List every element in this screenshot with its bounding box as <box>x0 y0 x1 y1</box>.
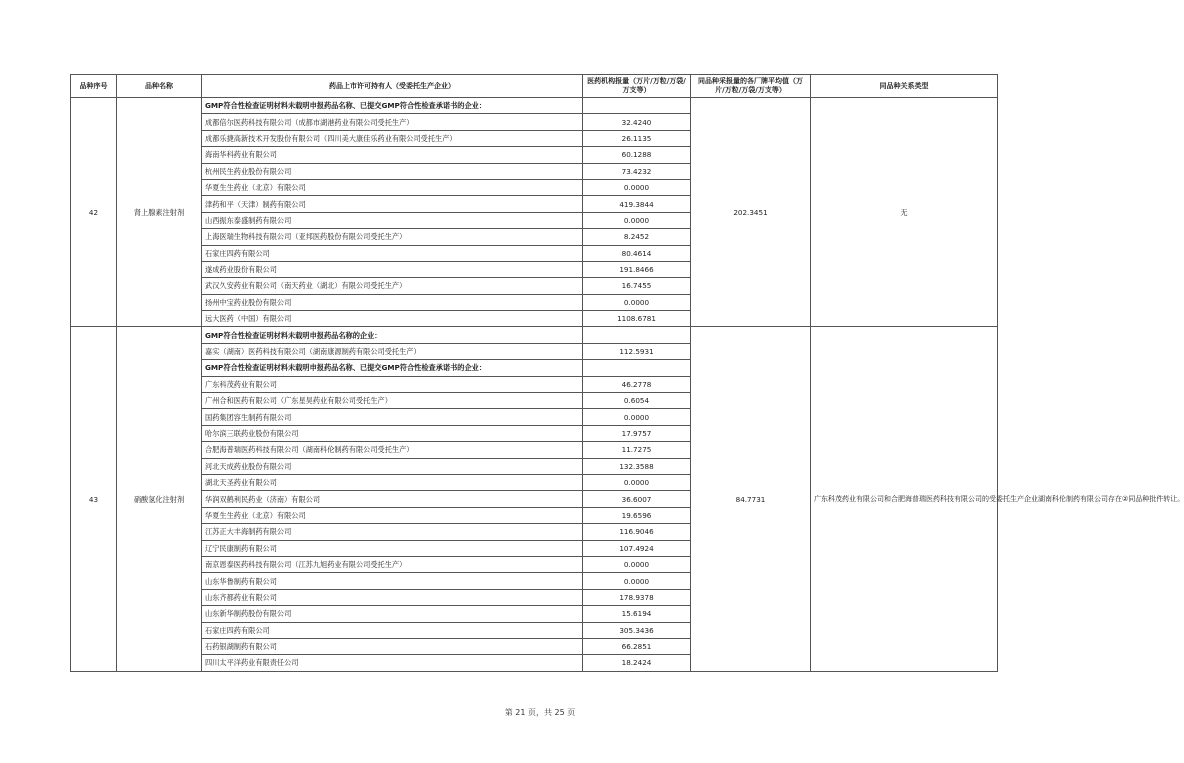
holder-name: 合肥海普瑞医药科技有限公司（湖南科伦制药有限公司受托生产） <box>202 442 583 458</box>
reported-qty: 32.4240 <box>583 114 691 130</box>
holder-name: 石药银湖制药有限公司 <box>202 638 583 654</box>
holder-name: 广州合和医药有限公司（广东星昊药业有限公司受托生产） <box>202 393 583 409</box>
holder-name: 成都倍尔医药科技有限公司（成都市湖港药业有限公司受托生产） <box>202 114 583 130</box>
holder-name: 哈尔滨三联药业股份有限公司 <box>202 425 583 441</box>
holder-name: 武汉久安药业有限公司（南天药业（湖北）有限公司受托生产） <box>202 278 583 294</box>
section-label: GMP符合性检查证明材料未载明申报药品名称的企业： <box>202 327 583 343</box>
holder-name: 上海医瑞生物科技有限公司（亚邦医药股份有限公司受托生产） <box>202 229 583 245</box>
header-holder: 药品上市许可持有人（受委托生产企业） <box>202 75 583 98</box>
holder-name: 海南华科药业有限公司 <box>202 147 583 163</box>
holder-name: 湖北天圣药业有限公司 <box>202 474 583 490</box>
holder-name: 山东华鲁制药有限公司 <box>202 573 583 589</box>
reported-qty: 0.0000 <box>583 409 691 425</box>
reported-qty: 0.0000 <box>583 212 691 228</box>
reported-qty: 0.0000 <box>583 474 691 490</box>
holder-name: 四川太平洋药业有限责任公司 <box>202 655 583 671</box>
holder-name: 华润双鹤利民药业（济南）有限公司 <box>202 491 583 507</box>
reported-qty: 0.0000 <box>583 573 691 589</box>
reported-qty: 60.1288 <box>583 147 691 163</box>
section-label: GMP符合性检查证明材料未载明申报药品名称、已提交GMP符合性检查承诺书的企业： <box>202 360 583 376</box>
holder-name: 遂成药业股份有限公司 <box>202 261 583 277</box>
reported-qty: 15.6194 <box>583 606 691 622</box>
holder-name: 南京恩泰医药科技有限公司（江苏九旭药业有限公司受托生产） <box>202 556 583 572</box>
table-body <box>71 98 1184 672</box>
reported-qty: 18.2424 <box>583 655 691 671</box>
holder-name: 远大医药（中国）有限公司 <box>202 311 583 327</box>
variety-name: 肾上腺素注射剂 <box>117 98 202 327</box>
holder-name: 华夏生生药业（北京）有限公司 <box>202 507 583 523</box>
reported-qty: 66.2851 <box>583 638 691 654</box>
holder-name: 江苏正大丰海制药有限公司 <box>202 524 583 540</box>
header-seq: 品种序号 <box>71 75 117 98</box>
relation-type: 无 <box>811 98 998 327</box>
reported-qty: 26.1135 <box>583 130 691 146</box>
procurement-table <box>70 74 1184 672</box>
holder-name: 山东新华制药股份有限公司 <box>202 606 583 622</box>
header-relation: 同品种关系类型 <box>811 75 998 98</box>
reported-qty: 132.3588 <box>583 458 691 474</box>
reported-qty: 191.8466 <box>583 261 691 277</box>
reported-qty: 8.2452 <box>583 229 691 245</box>
average-qty: 202.3451 <box>691 98 811 327</box>
reported-qty: 0.6054 <box>583 393 691 409</box>
reported-qty: 419.3844 <box>583 196 691 212</box>
variety-name: 硝酸氢化注射剂 <box>117 327 202 671</box>
holder-name: 国药集团容生制药有限公司 <box>202 409 583 425</box>
page-footer: 第 21 页，共 25 页 <box>504 708 576 717</box>
table-header-row <box>71 75 998 98</box>
average-qty: 84.7731 <box>691 327 811 671</box>
reported-qty: 73.4232 <box>583 163 691 179</box>
reported-qty: 107.4924 <box>583 540 691 556</box>
holder-name: 广东科茂药业有限公司 <box>202 376 583 392</box>
holder-name: 石家庄四药有限公司 <box>202 245 583 261</box>
reported-qty: 11.7275 <box>583 442 691 458</box>
holder-name: 津药和平（天津）制药有限公司 <box>202 196 583 212</box>
holder-name: 山西振东泰盛制药有限公司 <box>202 212 583 228</box>
reported-qty: 0.0000 <box>583 556 691 572</box>
reported-qty: 1108.6781 <box>583 311 691 327</box>
section-row <box>71 98 998 114</box>
holder-name: 杭州民生药业股份有限公司 <box>202 163 583 179</box>
reported-qty: 305.3436 <box>583 622 691 638</box>
header-avg: 同品种采报量的各厂牌平均值（万片/万粒/万袋/万支等） <box>691 75 811 98</box>
reported-qty: 0.0000 <box>583 179 691 195</box>
holder-name: 扬州中宝药业股份有限公司 <box>202 294 583 310</box>
reported-qty: 80.4614 <box>583 245 691 261</box>
holder-name: 嘉实（湖南）医药科技有限公司（湖南康源制药有限公司受托生产） <box>202 343 583 359</box>
variety-seq: 42 <box>71 98 117 327</box>
reported-qty: 46.2778 <box>583 376 691 392</box>
reported-qty: 178.9378 <box>583 589 691 605</box>
holder-name: 山东齐都药业有限公司 <box>202 589 583 605</box>
holder-name: 辽宁民康制药有限公司 <box>202 540 583 556</box>
reported-qty: 112.5931 <box>583 343 691 359</box>
reported-qty <box>583 98 691 114</box>
reported-qty: 36.6007 <box>583 491 691 507</box>
header-qty: 医药机构报量（万片/万粒/万袋/万支等） <box>583 75 691 98</box>
section-label: GMP符合性检查证明材料未载明申报药品名称、已提交GMP符合性检查承诺书的企业： <box>202 98 583 114</box>
reported-qty <box>583 360 691 376</box>
reported-qty: 0.0000 <box>583 294 691 310</box>
header-variety: 品种名称 <box>117 75 202 98</box>
holder-name: 成都乐捷高新技术开发股份有限公司（四川美大康佳乐药业有限公司受托生产） <box>202 130 583 146</box>
reported-qty: 17.9757 <box>583 425 691 441</box>
holder-name: 华夏生生药业（北京）有限公司 <box>202 179 583 195</box>
holder-name: 河北天成药业股份有限公司 <box>202 458 583 474</box>
variety-seq: 43 <box>71 327 117 671</box>
reported-qty: 116.9046 <box>583 524 691 540</box>
section-row <box>71 327 998 343</box>
reported-qty <box>583 327 691 343</box>
reported-qty: 16.7455 <box>583 278 691 294</box>
reported-qty: 19.6596 <box>583 507 691 523</box>
relation-type: 广东科茂药业有限公司和合肥海普瑞医药科技有限公司的受委托生产企业湖南科伦制药有限公司存在②同品种批件转让。 <box>811 327 998 671</box>
holder-name: 石家庄四药有限公司 <box>202 622 583 638</box>
